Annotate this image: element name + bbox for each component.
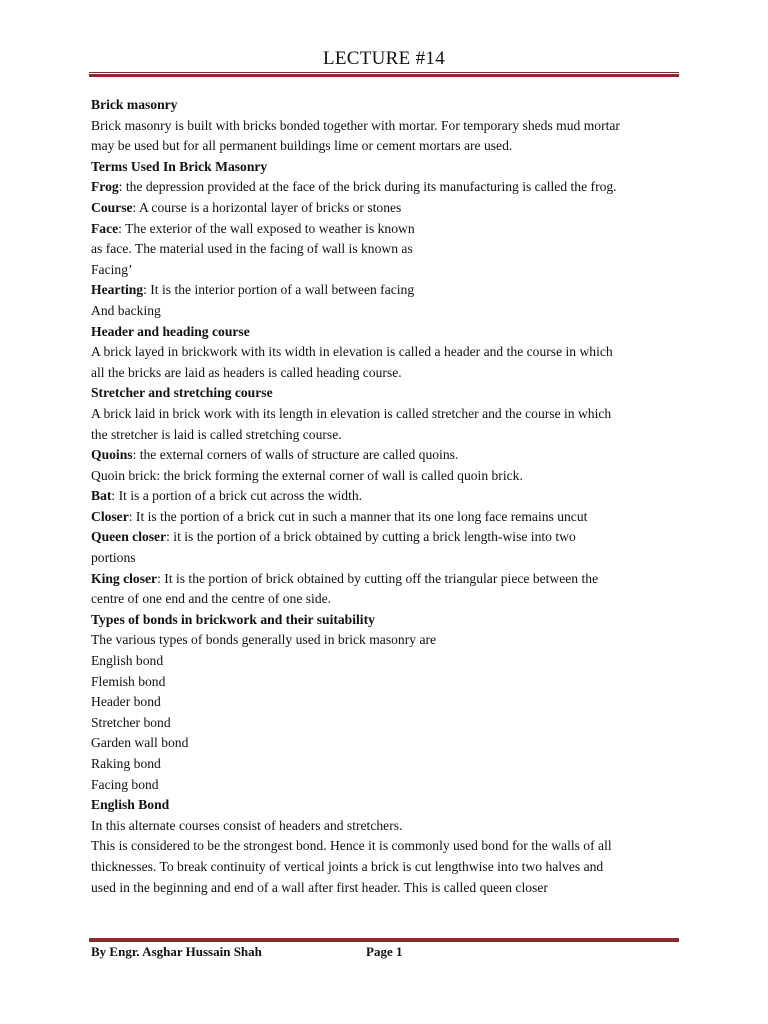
line-text: Facing’ — [91, 261, 133, 277]
line-text: Garden wall bond — [91, 735, 189, 751]
term-label: English Bond — [91, 797, 170, 813]
line-text: the stretcher is laid is called stretching course. — [91, 426, 342, 442]
text-line — [91, 651, 691, 672]
line-text: used in the beginning and end of a wall after first header. This is called queen closer — [91, 879, 548, 895]
text-line — [91, 445, 691, 466]
text-line — [91, 363, 691, 384]
text-line — [91, 301, 691, 322]
text-line — [91, 425, 691, 446]
footer-page-number: Page 1 — [366, 944, 403, 959]
line-text: A brick laid in brick work with its length in elevation is called stretcher and the course in which — [91, 405, 612, 421]
line-text: : It is the portion of a brick cut in such a manner that its one long face remains uncut — [128, 508, 588, 524]
text-line — [91, 589, 691, 610]
text-line — [91, 198, 691, 219]
text-line — [91, 713, 691, 734]
line-text: : it is the portion of a brick obtained by cutting a brick length-wise into two — [166, 529, 576, 545]
text-line — [91, 775, 691, 796]
line-text: English bond — [91, 653, 164, 669]
term-label: Bat — [91, 488, 112, 504]
text-line — [91, 507, 691, 528]
footer-rule — [89, 937, 679, 942]
line-text: Facing bond — [91, 776, 159, 792]
term-label: Terms Used In Brick Masonry — [91, 158, 268, 174]
term-label: Types of bonds in brickwork and their suitability — [91, 611, 375, 627]
term-label: Face — [91, 220, 119, 236]
line-text: portions — [91, 550, 136, 566]
line-text: as face. The material used in the facing of wall is known as — [91, 241, 413, 257]
line-text: Header bond — [91, 694, 161, 710]
line-text: : the depression provided at the face of the brick during its manufacturing is called the frog. — [118, 179, 617, 195]
term-label: Hearting — [91, 282, 144, 298]
line-text: : It is a portion of a brick cut across the width. — [111, 488, 363, 504]
text-line — [91, 754, 691, 775]
text-line — [91, 795, 691, 816]
term-label: Brick masonry — [91, 97, 178, 112]
text-line — [91, 219, 691, 240]
text-line — [91, 816, 691, 837]
text-line — [91, 548, 691, 569]
text-line — [91, 692, 691, 713]
text-line — [91, 610, 691, 631]
text-line — [91, 527, 691, 548]
term-label: Header and heading course — [91, 323, 250, 339]
term-label: Stretcher and stretching course — [91, 385, 273, 401]
text-line — [91, 280, 691, 301]
line-text: Quoin brick: the brick forming the external corner of wall is called quoin brick. — [91, 467, 523, 483]
text-line — [91, 322, 691, 343]
line-text: Stretcher bond — [91, 714, 171, 730]
line-text: The various types of bonds generally used in brick masonry are — [91, 632, 437, 648]
term-label: King closer — [91, 570, 158, 586]
term-label: Queen closer — [91, 529, 167, 545]
line-text: : It is the interior portion of a wall between facing — [143, 282, 415, 298]
text-line — [91, 342, 691, 363]
line-text: all the bricks are laid as headers is called heading course. — [91, 364, 402, 380]
text-line — [91, 857, 691, 878]
text-line — [91, 569, 691, 590]
text-line — [91, 260, 691, 281]
line-text: thicknesses. To break continuity of vertical joints a brick is cut lengthwise into two halves and — [91, 858, 604, 874]
line-text: : A course is a horizontal layer of bricks or stones — [132, 199, 402, 215]
line-text: This is considered to be the strongest bond. Hence it is commonly used bond for the walls of all — [91, 838, 612, 854]
footer-author: By Engr. Asghar Hussain Shah — [91, 944, 262, 959]
header-rule — [89, 72, 679, 77]
line-text: : It is the portion of brick obtained by cutting off the triangular piece between the — [157, 570, 599, 586]
term-label: Closer — [91, 508, 129, 524]
page-title: LECTURE #14 — [322, 48, 446, 69]
text-line — [91, 878, 691, 899]
line-text: A brick layed in brickwork with its width in elevation is called a header and the course in which — [91, 344, 613, 360]
text-line — [91, 466, 691, 487]
line-text: may be used but for all permanent buildings lime or cement mortars are used. — [91, 138, 513, 154]
document-body — [91, 95, 691, 898]
term-label: Frog — [91, 179, 119, 195]
line-text: Flemish bond — [91, 673, 166, 689]
text-line — [91, 95, 691, 116]
text-line — [91, 733, 691, 754]
text-line — [91, 404, 691, 425]
line-text: centre of one end and the centre of one side. — [91, 591, 332, 607]
text-line — [91, 239, 691, 260]
text-line — [91, 383, 691, 404]
text-line — [91, 630, 691, 651]
term-label: Course — [91, 199, 133, 215]
text-line — [91, 177, 691, 198]
text-line — [91, 157, 691, 178]
line-text: In this alternate courses consist of headers and stretchers. — [91, 817, 403, 833]
term-label: Quoins — [91, 447, 133, 463]
text-line — [91, 486, 691, 507]
text-line — [91, 116, 691, 137]
line-text: And backing — [91, 302, 161, 318]
line-text: : The exterior of the wall exposed to weather is known — [118, 220, 415, 236]
text-line — [91, 672, 691, 693]
text-line — [91, 136, 691, 157]
line-text: Brick masonry is built with bricks bonded together with mortar. For temporary sheds mud mortar — [91, 117, 620, 133]
line-text: : the external corners of walls of structure are called quoins. — [132, 447, 459, 463]
line-text: Raking bond — [91, 756, 161, 771]
text-line — [91, 836, 691, 857]
